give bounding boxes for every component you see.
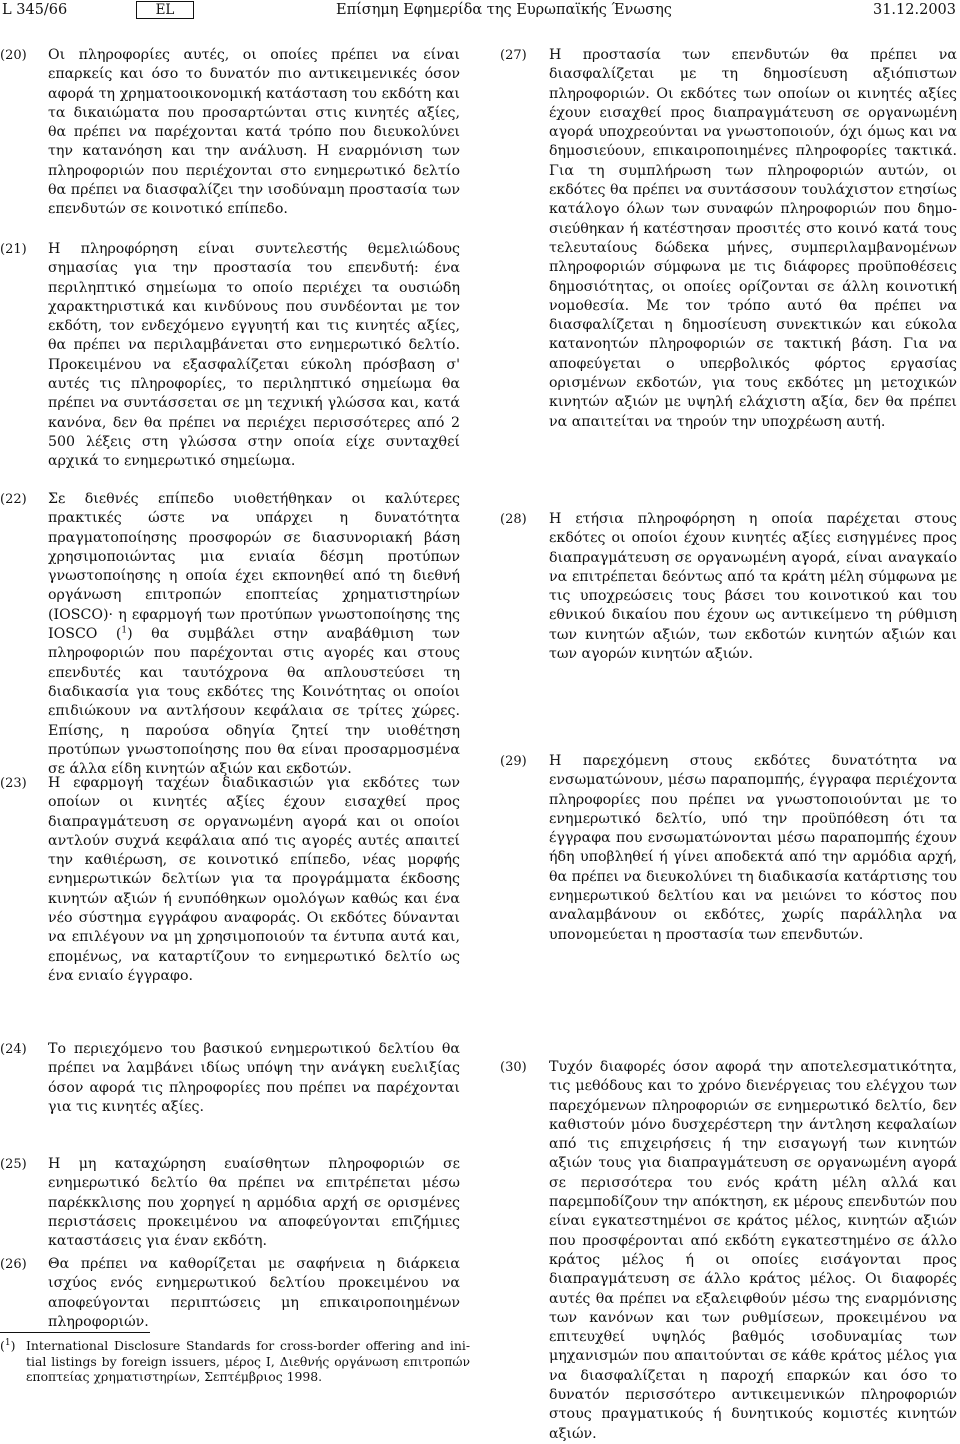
footnote-divider xyxy=(0,1332,150,1333)
issue-date: 31.12.2003 xyxy=(872,2,956,18)
paragraph-22 xyxy=(0,490,460,779)
paragraph-text: Η μη καταχώρηση ευαίσθητων πληροφοριών σε ενημερωτικό δελτίο θα πρέπει να επιτρέπεται μέσω παρέκκλισης που χορηγεί η αρμόδια αρχή σε ορισμένες περιστάσεις προκειμένου να αποφεύγονται επιζήμιες καταστάσεις για έναν εκδότη. xyxy=(48,1156,460,1250)
paragraph-text: Τυχόν διαφορές όσον αφορά την αποτελεσματικότητα, τις μεθόδους και το χρόνο διενέργειας του ελέγχου των παρεχόμενων πληροφοριών σε ενημερωτικό δελτίο, δεν καθιστούν μόνο δυσχερέστερη την άντληση κεφαλαίων από τις επιχειρήσεις ή την εισαγωγή των κινητών αξιών τους για διαπραγμάτευση σε οργανωμένη αγορά σε περισσότερα του ενός κράτη μέλη αλλά και παρεμποδίζουν την απόκτηση, εκ μέρους επενδυτών που είναι εγκατεστημένοι σε κράτος μέλος, κινητών αξιών που προσφέρονται από εκδότη εγκατεστημένο σε άλλο κράτος μέλος ή οι οποίες εισάγονται προς διαπραγμάτευση σε άλλο κράτος μέλος. Οι διαφορές αυτές θα πρέπει να εξαλειφθούν μέσω της εναρμόνισης των κανόνων και των ρυθμίσεων, προκειμένου να επιτευχθεί υψηλός βαθμός ισοδυναμίας των μηχανισμών που απαιτούνται σε κάθε κράτος μέλος για να διασφαλίζεται η παροχή επαρκών και όσο το δυνατόν περισσότερο αντικειμενικών πληροφοριών στους πραγματικούς ή δυνητικούς κομιστές κινητών αξιών. xyxy=(549,1059,957,1442)
paragraph-number: (24) xyxy=(0,1042,27,1057)
footnote-text: International Disclosure Standards for cross-border offering and initial listings by foreign issuers, μέρος I, Διεθνής οργάνωση επιτροπών εποπτείας χρηματιστηρίων, Σεπτέμβριος 1998. xyxy=(26,1338,470,1384)
paragraph-text: Το περιεχόμενο του βασικού ενημερωτικού δελτίου θα πρέπει να λαμβάνει ιδίως υπόψη την ανάγκη ευελιξίας όσον αφορά τις πληροφορίες που πρέπει να παρέχονται για τις κινητές αξίες. xyxy=(48,1041,460,1115)
paragraph-number: (22) xyxy=(0,492,27,507)
paragraph-text: Η πληροφόρηση είναι συντελεστής θεμελιώδους σημασίας για την προστασία του επενδυτή: ένα περιληπτικό σημείωμα το οποίο περιέχει τα ουσιώδη χαρακτηριστικά και κινδύνους που συνδέονται με τον εκδότη, τον ενδεχόμενο εγγυητή και τις κινητές αξίες, θα πρέπει να περιλαμβάνεται στο ενημερωτικό δελτίο. Προκειμένου να εξασφαλίζεται εύκολη πρόσβαση σ' αυτές τις πληροφορίες, το περιληπτικό σημείωμα θα πρέπει να συντάσσεται σε μη τεχνική γλώσσα και, κατά κανόνα, δεν θα πρέπει να περιέχει περισσότερες από 2 500 λέξεις στη γλώσσα στην οποία είχε συνταχθεί αρχικά το ενημερωτικό σημείωμα. xyxy=(48,241,460,470)
paragraph-text: Η ετήσια πληροφόρηση η οποία παρέχεται στους εκδότες οι οποίοι έχουν κινητές αξίες εισηγμένες προς διαπραγμάτευση σε οργανωμένη αγορά, είναι αναγκαίο να επιτρέπεται δεόντως από τα κράτη μέλη σύμφωνα με τις υποχρεώσεις τους βάσει του κοινοτικού και του εθνικού δικαίου που έχουν ως αντικείμενο τη ρύθμιση των κινητών αξιών, των εκδοτών κινητών αξιών και των αγορών κινητών αξιών. xyxy=(549,511,957,663)
footnote-reference: 1 xyxy=(121,625,128,636)
paragraph-number: (27) xyxy=(500,48,527,63)
paragraph-text: Η παρεχόμενη στους εκδότες δυνατότητα να ενσωματώνουν, μέσω παραπομπής, έγγραφα περιέχοντα πληροφορίες που πρέπει να γνωστοποιούνται με το ενημερωτικό δελτίο, υπό την προϋπόθεση ότι τα έγγραφα που ενσωματώνονται μέσω παραπομπής έχουν ήδη υποβληθεί ή γίνει αποδεκτά από την αρμόδια αρχή, θα πρέπει να διευκολύνει τη διαδικασία κατάρτισης του ενημερωτικού δελτίου και να μειώνει το κόστος που αναλαμβάνουν οι εκδότες, χωρίς παράλληλα να υπονομεύεται η προστασία των επενδυτών. xyxy=(549,753,957,943)
paragraph-30 xyxy=(500,1058,957,1444)
paragraph-28 xyxy=(500,510,957,664)
paragraph-number: (28) xyxy=(500,512,527,527)
paragraph-number: (26) xyxy=(0,1257,27,1272)
paragraph-number: (29) xyxy=(500,754,527,769)
paragraph-number: (21) xyxy=(0,242,27,257)
paragraph-24 xyxy=(0,1040,460,1117)
journal-title: Επίσημη Εφημερίδα της Ευρωπαϊκής Ένωσης xyxy=(336,2,672,18)
paragraph-25 xyxy=(0,1155,460,1251)
paragraph-text: Η προστασία των επενδυτών θα πρέπει να διασφαλίζεται με τη δημοσίευση αξιόπιστων πληροφοριών. Οι εκδότες των οποίων οι κινητές αξίες έχουν εισαχθεί προς διαπραγμάτευση σε οργανωμένη αγορά υποχρεούνται να γνωστοποιούν, όχι όμως και να δημοσιεύουν, επικαιροποιημένες πληροφορίες τακτικά. Για τη συμπλήρωση των πληροφοριών αυτών, οι εκδότες θα πρέπει να συντάσσουν τουλάχιστον ετησίως κατάλογο όλων των συναφών πληροφοριών που δημοσιεύθηκαν ή κατέστησαν προσιτές στο κοινό κατά τους τελευταίους δώδεκα μήνες, συμπεριλαμβανομένων πληροφοριών σύμφωνα με τις διάφορες προϋποθέσεις δημοσιότητας, οι οποίες ορίζονται σε άλλη κοινοτική νομοθεσία. Με τον τρόπο αυτό θα πρέπει να διασφαλίζεται η δημοσίευση συνεκτικών και εύκολα κατανοητών πληροφοριών σε τακτική βάση. Για να αποφεύγεται ο υπερβολικός φόρτος εργασίας ορισμένων εκδοτών, για τους εκδότες μη μετοχικών κινητών αξιών με υψηλή ελάχιστη αξία, δεν θα πρέπει να απαιτείται να τηρούν την υποχρέωση αυτή. xyxy=(549,47,957,430)
paragraph-23 xyxy=(0,774,460,986)
footnote-mark: ($^1$) xyxy=(0,1337,16,1353)
language-badge: EL xyxy=(136,1,194,19)
paragraph-number: (23) xyxy=(0,776,27,791)
paragraph-26 xyxy=(0,1255,460,1332)
paragraph-number: (25) xyxy=(0,1157,27,1172)
paragraph-text: Η εφαρμογή ταχέων διαδικασιών για εκδότες των οποίων οι κινητές αξίες έχουν εισαχθεί προς διαπραγμάτευση σε οργανωμένη αγορά και οι οποίοι αντλούν συχνά κεφάλαια από τις αγορές αυτές απαιτεί την καθιέρωση, σε κοινοτικό επίπεδο, νέας μορφής ενημερωτικών δελτίων για τα προγράμματα έκδοσης κινητών αξιών ή ενυπόθηκων ομολόγων καθώς και ένα νέο σύστημα εγγράφου αναφοράς. Οι εκδότες δύνανται να επιλέγουν να μη χρησιμοποιούν τα έντυπα αυτά και, επομένως, να καταρτίζουν το ενημερωτικό δελτίο ως ένα ενιαίο έγγραφο. xyxy=(48,775,460,984)
paragraph-number: (30) xyxy=(500,1060,527,1075)
footnote xyxy=(0,1338,470,1385)
paragraph-text: Θα πρέπει να καθορίζεται με σαφήνεια η διάρκεια ισχύος ενός ενημερωτικού δελτίου προκειμένου να αποφεύγονται περιπτώσεις μη επικαιροποιημένων πληροφοριών. xyxy=(48,1256,460,1330)
paragraph-21 xyxy=(0,240,460,472)
paragraph-number: (20) xyxy=(0,48,27,63)
paragraph-text: Οι πληροφορίες αυτές, οι οποίες πρέπει να είναι επαρκείς και όσο το δυνατόν πιο αντικειμενικές όσον αφορά τη χρηματοοικονομική κατάσταση του εκδότη και τα δικαιώματα που προσαρτώνται στις κινητές αξίες, θα πρέπει να παρέχονται κατά τρόπο που διευκολύνει την κατανόηση και την ανάλυση. Η εναρμόνιση των πληροφοριών που περιέχονται στο ενημερωτικό δελτίο θα πρέπει να διασφαλίζει την ισοδύναμη προστασία των επενδυτών σε κοινοτικό επίπεδο. xyxy=(48,47,460,218)
page-number: L 345/66 xyxy=(2,2,68,18)
paragraph-27 xyxy=(500,46,957,432)
paragraph-20 xyxy=(0,46,460,220)
paragraph-29 xyxy=(500,752,957,945)
page-header xyxy=(0,0,960,20)
paragraph-text: Σε διεθνές επίπεδο υιοθετήθηκαν οι καλύτερες πρακτικές ώστε να υπάρχει η δυνατότητα πραγματοποίησης προσφορών σε διασυνοριακή βάση χρησιμοποιώντας μια ενιαία δέσμη προτύπων γνωστοποίησης η οποία έχει εκπονηθεί από τη διεθνή οργάνωση επιτροπών εποπτείας χρηματιστηρίων (IOSCO)· η εφαρμογή των προτύπων γνωστοποίησης της IOSCO ($^1$) θα συμβάλει στην αναβάθμιση των πληροφοριών που παρέχονται στις αγορές και στους επενδυτές και ταυτόχρονα θα απλουστεύσει τη διαδικασία για τους εκδότες της Κοινότητας οι οποίοι επιδιώκουν να αντλήσουν κεφάλαια σε τρίτες χώρες. Επίσης, η παρούσα οδηγία ζητεί την υιοθέτηση προτύπων γνωστοποίησης που θα είναι προσαρμοσμένα σε άλλα είδη κινητών αξιών και εκδοτών. xyxy=(48,491,460,778)
